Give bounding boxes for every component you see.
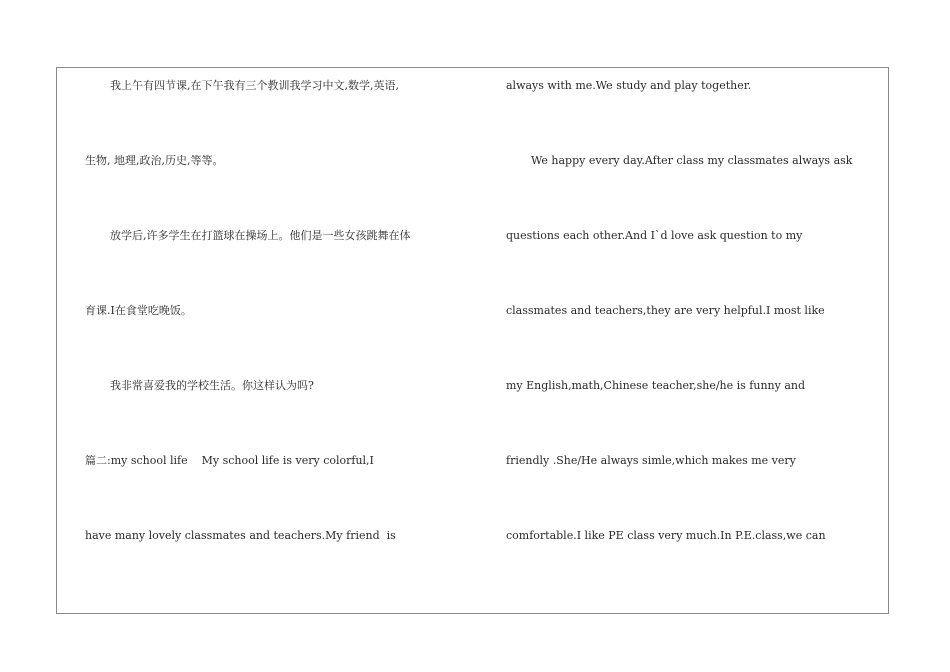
text-line: 生物, 地理,政治,历史,等等。 <box>85 154 224 167</box>
text-line: comfortable.I like PE class very much.In P.E.class,we can <box>506 529 826 542</box>
text-line: We happy every day.After class my classmates always ask <box>531 154 853 167</box>
text-line: 放学后,许多学生在打篮球在操场上。他们是一些女孩跳舞在体 <box>110 229 411 242</box>
text-line: have many lovely classmates and teachers.My friend is <box>85 529 396 542</box>
text-line: 篇二:my school life My school life is very colorful,I <box>85 454 374 467</box>
text-line: 育课.I在食堂吃晚饭。 <box>85 304 192 317</box>
text-line: friendly .She/He always simle,which makes me very <box>506 454 796 467</box>
text-line: always with me.We study and play together. <box>506 79 752 92</box>
text-line: my English,math,Chinese teacher,she/he is funny and <box>506 379 806 392</box>
text-line: questions each other.And I`d love ask question to my <box>506 229 803 242</box>
text-line: 我上午有四节课,在下午我有三个教训我学习中文,数学,英语, <box>110 79 399 92</box>
text-line: classmates and teachers,they are very helpful.I most like <box>506 304 825 317</box>
text-line: 我非常喜爱我的学校生活。你这样认为吗? <box>110 379 314 392</box>
